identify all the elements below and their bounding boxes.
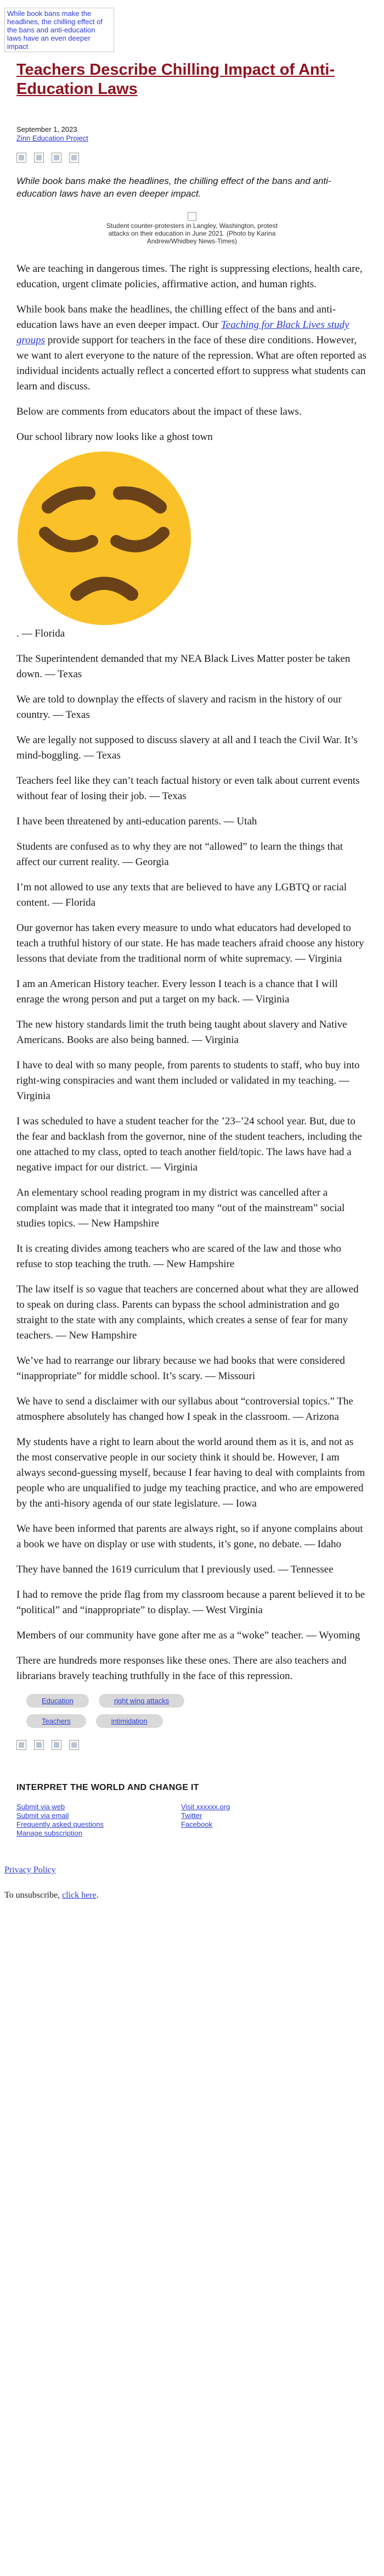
page-bottom (0, 1838, 384, 1911)
twitter-share-icon[interactable] (34, 1740, 44, 1750)
body-paragraph (16, 302, 368, 394)
educator-quote: There are hundreds more responses like these ones. There are also teachers and librarians bravely teaching truthfully in the face of this repression. (16, 1655, 347, 1682)
footer-links (16, 1803, 368, 1838)
facebook-share-icon[interactable] (16, 153, 26, 163)
study-groups-link[interactable]: Teaching for Black Lives study groups (16, 319, 349, 346)
article-photo (104, 212, 280, 245)
educator-quote: It is creating divides among teachers who are scared of the law and those who refuse to stop teaching the truth. — New Hampshire (16, 1243, 341, 1270)
submit-web-link[interactable]: Submit via web (16, 1803, 65, 1811)
unsubscribe-link[interactable]: click here (62, 1891, 97, 1900)
tag-right-wing-attacks[interactable]: right wing attacks (99, 1694, 184, 1708)
faq-link[interactable]: Frequently asked questions (16, 1820, 104, 1828)
footer-left-links (16, 1803, 181, 1838)
educator-quote: We have been informed that parents are always right, so if anyone complains about a book we have on display or use with students, it’s gone, no debate. — Idaho (16, 1523, 363, 1550)
visit-site-link[interactable]: Visit xxxxxx.org (181, 1803, 230, 1811)
educator-quote: Members of our community have gone after me as a “woke” teacher. — Wyoming (16, 1630, 360, 1641)
educator-quote: The Superintendent demanded that my NEA Black Lives Matter poster be taken down. — Texas (16, 653, 351, 680)
twitter-link[interactable]: Twitter (181, 1811, 202, 1820)
article-meta (16, 125, 368, 143)
educator-quote: I am an American History teacher. Every lesson I teach is a chance that I will enrage the wrong person and put a target on my back. — Virginia (16, 978, 338, 1005)
educator-quote: We have to send a disclaimer with our syllabus about “controversial topics.” The atmosphere absolutely has changed how I speak in the classroom. — Arizona (16, 1396, 353, 1423)
tag-list (26, 1694, 224, 1728)
tag-teachers[interactable]: Teachers (26, 1714, 86, 1728)
educator-quote: We are legally not supposed to discuss slavery at all and I teach the Civil War. It’s mind-boggling. — Texas (16, 734, 358, 761)
article-title[interactable]: Teachers Describe Chilling Impact of Anti-Education Laws (16, 61, 335, 98)
facebook-link[interactable]: Facebook (181, 1820, 213, 1828)
photo-placeholder-icon (188, 212, 196, 221)
body-paragraph: Below are comments from educators about the impact of these laws. (16, 406, 302, 417)
body-paragraph: We are teaching in dangerous times. The right is suppressing elections, health care, education, urgent climate policies, affirmative action, and human rights. (16, 263, 363, 290)
tag-intimidation[interactable]: intimidation (96, 1714, 163, 1728)
educator-quote: An elementary school reading program in my district was cancelled after a complaint was made that it integrated too many “out of the mainstream” social studies topics. — New Hampshire (16, 1187, 345, 1229)
body-text: provide support for teachers in the face of these dire conditions. However, we want to alert everyone to the nature of the repression. What are often reported as individual incidents actually reflect a concerted effort to suppress what students can learn and discuss. (16, 334, 366, 392)
educator-quote: I have to deal with so many people, from parents to students to staff, who buy into right-wing conspiracies and want them included or validated in my teaching. — Virginia (16, 1060, 360, 1102)
article-container (16, 0, 368, 1838)
link-share-icon[interactable] (69, 1740, 79, 1750)
email-share-icon[interactable] (52, 153, 61, 163)
facebook-share-icon[interactable] (16, 1740, 26, 1750)
article-date: September 1, 2023 (16, 125, 77, 133)
header-image[interactable] (4, 8, 114, 52)
educator-quote: My students have a right to learn about the world around them as it is, and not as the most conservative people in our society think it should be. However, I am always second-guessing myself, because I fear having to deal with complaints from people who are unqualified to judge my teaching practice, and who are empowered by the anti-hisory agenda of our state legislature. — Iowa (16, 1436, 365, 1509)
pensive-face-icon (16, 450, 192, 626)
educator-quote: Students are confused as to why they are not “allowed” to learn the things that affect our current reality. — Georgia (16, 841, 343, 868)
educator-quote: I have been threatened by anti-education parents. — Utah (16, 816, 257, 827)
educator-quote: They have banned the 1619 curriculum that I previously used. — Tennessee (16, 1564, 334, 1575)
source-link[interactable]: Zinn Education Project (16, 134, 88, 142)
manage-subscription-link[interactable]: Manage subscription (16, 1829, 82, 1837)
educator-quote: Our governor has taken every measure to undo what educators had developed to teach a truthful history of our state. He has made teachers afraid choose any history lessons that deviate from the traditional norm of white supremacy. — Virginia (16, 922, 364, 964)
unsubscribe-text: To unsubscribe, (4, 1891, 63, 1900)
share-icons (16, 153, 368, 163)
educator-quote: I had to remove the pride flag from my classroom because a parent believed it to be “political” and “inappropriate” to display. — West Virginia (16, 1589, 365, 1616)
tag-education[interactable]: Education (26, 1694, 89, 1708)
educator-quote: I was scheduled to have a student teacher for the ’23–’24 school year. But, due to the fear and backlash from the governor, nine of the student teachers, including the one attached to my class, opted to teach another field/topic. The laws have had a negative impact for our district. — Virginia (16, 1116, 362, 1173)
unsubscribe-end: . (96, 1891, 99, 1900)
footer-title: INTERPRET THE WORLD AND CHANGE IT (16, 1783, 199, 1792)
footer-right-links (181, 1803, 346, 1838)
educator-quote: I’m not allowed to use any texts that are believed to have any LGBTQ or racial content. — Florida (16, 882, 347, 908)
educator-quote: The law itself is so vague that teachers are concerned about what they are allowed to speak on during class. Parents can bypass the school administration and go straight to the state with any complaints, which creates a sense of fear for many teachers. — New Hampshire (16, 1284, 359, 1341)
share-icons-bottom (16, 1740, 368, 1750)
privacy-policy-link[interactable]: Privacy Policy (4, 1865, 56, 1875)
article-dek: While book bans make the headlines, the chilling effect of the bans and anti-education laws have an even deeper impact. (16, 176, 331, 199)
photo-caption: Student counter-protesters in Langley, Washington, protest attacks on their education in June 2021. (Photo by Karina Andrew/Whidbey News-Times) (106, 222, 278, 245)
quote-list (16, 626, 368, 1684)
educator-quote: Teachers feel like they can’t teach factual history or even talk about current events without fear of losing their job. — Texas (16, 775, 360, 802)
educator-quote: We are told to downplay the effects of slavery and racism in the history of our country. — Texas (16, 694, 342, 721)
link-share-icon[interactable] (69, 153, 79, 163)
educator-quote: The new history standards limit the truth being taught about slavery and Native Americans. Books are also being banned. — Virginia (16, 1019, 347, 1046)
unsubscribe-line (4, 1891, 384, 1900)
submit-email-link[interactable]: Submit via email (16, 1811, 69, 1820)
educator-quote: . — Florida (16, 628, 65, 639)
educator-quote: We’ve had to rearrange our library because we had books that were considered “inappropriate” for middle school. It’s scary. — Missouri (16, 1355, 345, 1382)
email-share-icon[interactable] (52, 1740, 61, 1750)
body-paragraph: Our school library now looks like a ghost town (16, 431, 213, 443)
header-image-alt: While book bans make the headlines, the chilling effect of the bans and anti-education laws have an even deeper impact (7, 9, 103, 51)
twitter-share-icon[interactable] (34, 153, 44, 163)
body-text: While book bans make the headlines, the chilling effect of the bans and anti-education laws have an even deeper impact. Our (16, 304, 336, 331)
article-body (16, 261, 368, 1684)
